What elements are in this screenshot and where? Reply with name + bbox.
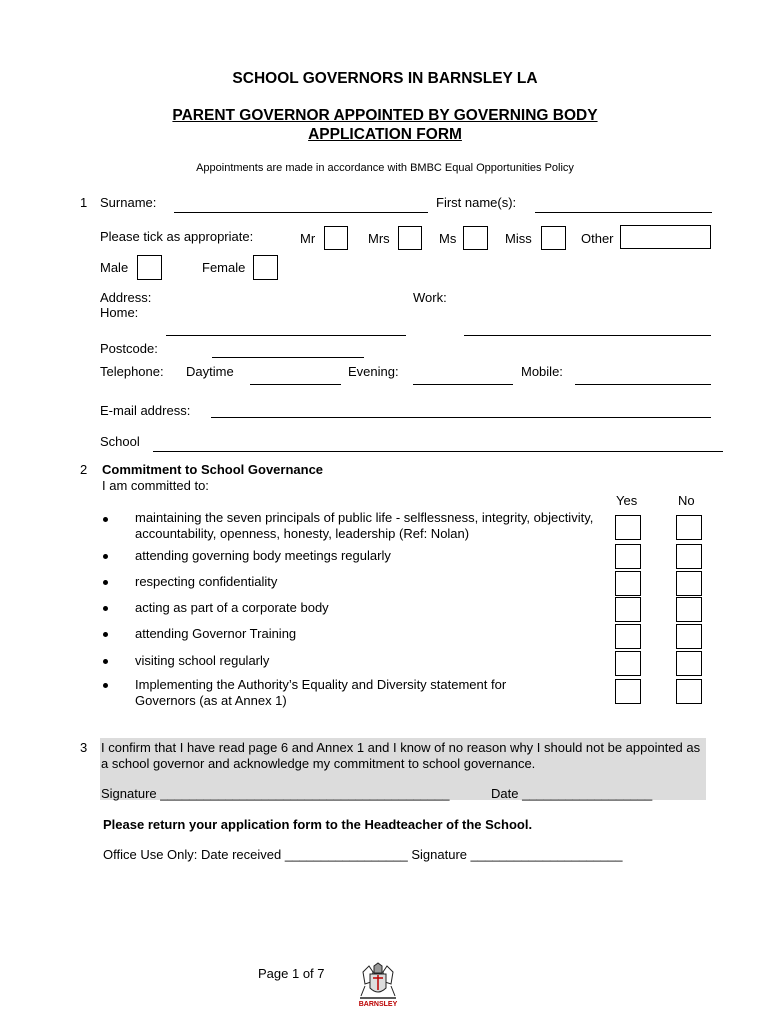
commitment-yes-checkbox[interactable] [615,624,641,649]
commitment-yes-checkbox[interactable] [615,544,641,569]
male-label: Male [100,260,129,275]
commitment-item: attending governing body meetings regularly [135,548,391,563]
postcode-input[interactable] [212,357,364,358]
commitment-yes-checkbox[interactable] [615,651,641,676]
title-miss-checkbox[interactable] [541,226,566,250]
home-label: Home: [100,305,139,320]
daytime-label: Daytime [186,364,234,379]
evening-phone-input[interactable] [413,384,513,385]
confirmation-text: I confirm that I have read page 6 and Annex 1 and I know of no reason why I should not be appointed as a school governor and acknowledge my commitment to school governance. [101,740,701,771]
commitment-no-checkbox[interactable] [676,624,702,649]
commitment-no-checkbox[interactable] [676,544,702,569]
return-instructions: Please return your application form to the Headteacher of the School. [103,817,533,832]
bullet-icon [103,580,108,585]
barnsley-logo [355,962,401,1012]
commitment-heading: Commitment to School Governance [102,462,324,477]
daytime-phone-input[interactable] [250,384,341,385]
female-label: Female [202,260,246,275]
commitment-yes-checkbox[interactable] [615,597,641,622]
male-checkbox[interactable] [137,255,162,280]
coat-of-arms-icon [355,962,401,1004]
commitment-item: maintaining the seven principals of public life - selflessness, integrity, objectivity, accountability, openness, honesty, leadership (Ref: Nolan) [135,510,594,541]
bullet-icon [103,632,108,637]
section-2-number: 2 [80,462,88,477]
title-other-label: Other [581,231,614,246]
commitment-no-checkbox[interactable] [676,651,702,676]
yes-column-label: Yes [616,493,638,508]
address-label: Address: [100,290,152,305]
firstname-input[interactable] [535,212,712,213]
tick-label: Please tick as appropriate: [100,229,254,244]
commitment-yes-checkbox[interactable] [615,571,641,596]
mobile-phone-input[interactable] [575,384,711,385]
title-miss-label: Miss [505,231,532,246]
postcode-label: Postcode: [100,341,158,356]
policy-note: Appointments are made in accordance with BMBC Equal Opportunities Policy [196,162,574,174]
surname-label: Surname: [100,195,157,210]
telephone-label: Telephone: [100,364,164,379]
surname-input[interactable] [174,212,428,213]
title-other-input[interactable] [620,225,711,249]
title-ms-label: Ms [439,231,457,246]
section-3-number: 3 [80,740,88,755]
title-mrs-label: Mrs [368,231,390,246]
bullet-icon [103,517,108,522]
commitment-item: acting as part of a corporate body [135,600,329,615]
commitment-item: Implementing the Authority’s Equality and Diversity statement for Governors (as at Annex 1) [135,677,507,708]
commitment-item: attending Governor Training [135,626,297,641]
commitment-no-checkbox[interactable] [676,679,702,704]
commitment-item: visiting school regularly [135,653,270,668]
mobile-label: Mobile: [521,364,563,379]
commitment-yes-checkbox[interactable] [615,679,641,704]
bullet-icon [103,554,108,559]
form-subtitle-line2: APPLICATION FORM [308,126,462,143]
commitment-no-checkbox[interactable] [676,597,702,622]
form-subtitle-line1: PARENT GOVERNOR APPOINTED BY GOVERNING BODY [172,107,598,124]
office-use-line: Office Use Only: Date received _________________ Signature _____________________ [103,847,623,862]
section-1-number: 1 [80,195,88,210]
bullet-icon [103,683,108,688]
commitment-yes-checkbox[interactable] [615,515,641,540]
no-column-label: No [678,493,695,508]
work-address-input[interactable] [464,335,711,336]
commitment-item: respecting confidentiality [135,574,278,589]
commitment-no-checkbox[interactable] [676,515,702,540]
email-label: E-mail address: [100,403,191,418]
page-number: Page 1 of 7 [258,966,325,981]
commitment-no-checkbox[interactable] [676,571,702,596]
logo-text: BARNSLEY [358,1001,398,1008]
title-mr-label: Mr [300,231,316,246]
form-title: SCHOOL GOVERNORS IN BARNSLEY LA [232,70,538,87]
female-checkbox[interactable] [253,255,278,280]
work-label: Work: [413,290,447,305]
firstname-label: First name(s): [436,195,517,210]
signature-field[interactable]: Signature ________________________________________ [101,786,450,801]
email-input[interactable] [211,417,711,418]
school-label: School [100,434,140,449]
bullet-icon [103,606,108,611]
school-input[interactable] [153,451,723,452]
evening-label: Evening: [348,364,399,379]
title-mrs-checkbox[interactable] [398,226,422,250]
title-mr-checkbox[interactable] [324,226,348,250]
home-address-input[interactable] [166,335,406,336]
date-field[interactable]: Date __________________ [491,786,653,801]
bullet-icon [103,659,108,664]
title-ms-checkbox[interactable] [463,226,488,250]
commitment-intro: I am committed to: [102,478,209,493]
